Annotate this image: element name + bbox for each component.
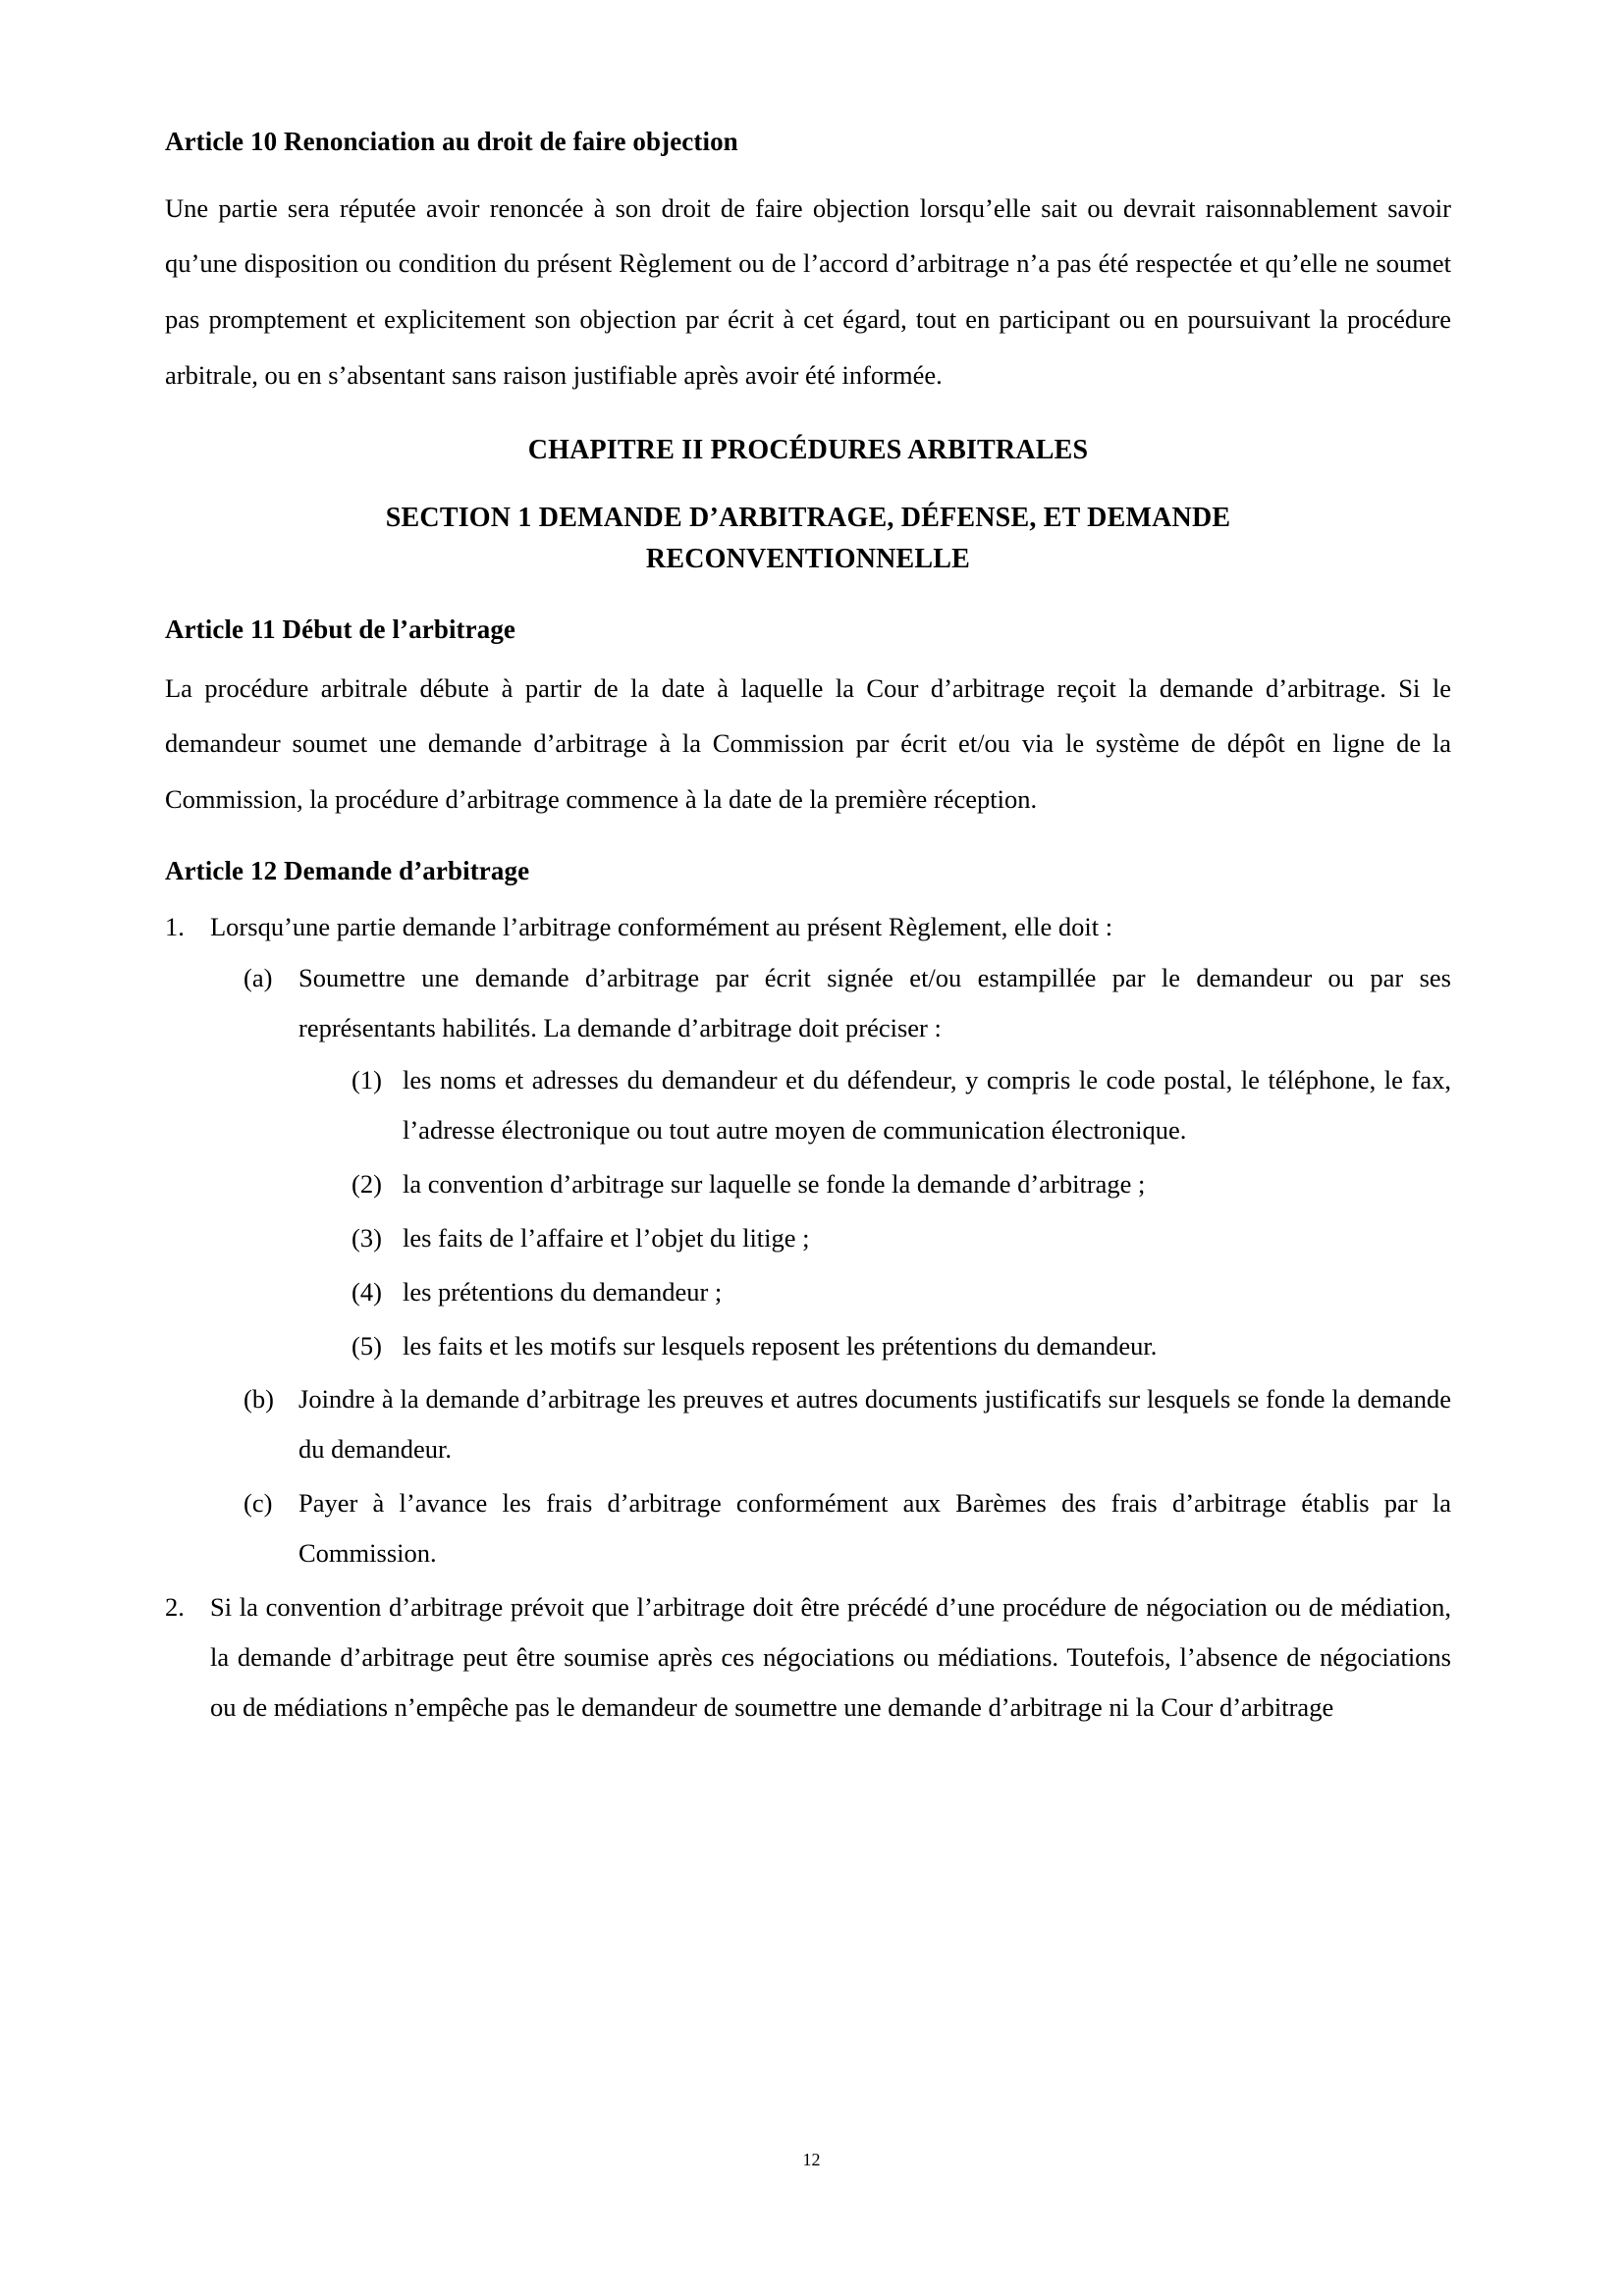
list-item-text: les faits et les motifs sur lesquels reposent les prétentions du demandeur. xyxy=(403,1330,1158,1361)
list-marker: (a) xyxy=(243,963,273,993)
list-item-a-3 xyxy=(352,1213,1451,1263)
list-item-a-4 xyxy=(352,1267,1451,1317)
list-item-text: les prétentions du demandeur ; xyxy=(403,1276,723,1307)
list-marker: 2. xyxy=(165,1591,185,1622)
article-12-sublist xyxy=(210,953,1451,1578)
article-11-body: La procédure arbitrale débute à partir de la date à laquelle la Cour d’arbitrage reçoit la demande d’arbitrage. Si le demandeur soumet une demande d’arbitrage à la Commission par écrit et/ou via le système de dépôt en ligne de la Commission, la procédure d’arbitrage commence à la date de la première réception. xyxy=(165,672,1451,815)
list-item-text: Soumettre une demande d’arbitrage par écrit signée et/ou estampillée par le demandeur ou par ses représentants habilités. La demande d’arbitrage doit préciser : xyxy=(298,963,1451,1043)
list-item-a-1 xyxy=(352,1055,1451,1155)
list-marker: (4) xyxy=(352,1276,382,1307)
article-10-body: Une partie sera réputée avoir renoncée à son droit de faire objection lorsqu’elle sait ou devrait raisonnablement savoir qu’une disposition ou condition du présent Règlement ou de l’accord d’arbitrage n’a pas été respectée et qu’elle ne soumet pas promptement et explicitement son objection par écrit à cet égard, tout en participant ou en poursuivant la procédure arbitrale, ou en s’absentant sans raison justifiable après avoir été informée. xyxy=(165,192,1451,390)
list-item-2 xyxy=(165,1582,1451,1733)
list-item-text: les noms et adresses du demandeur et du défendeur, y compris le code postal, le téléphone, le fax, l’adresse électronique ou tout autre moyen de communication électronique. xyxy=(403,1065,1451,1146)
article-12-list xyxy=(165,902,1451,1733)
list-marker: (1) xyxy=(352,1065,382,1095)
list-marker: (3) xyxy=(352,1222,382,1253)
list-marker: (b) xyxy=(243,1384,274,1415)
list-marker: (5) xyxy=(352,1330,382,1361)
list-item-a xyxy=(243,953,1451,1370)
list-marker: 1. xyxy=(165,911,185,941)
article-12-heading: Article 12 Demande d’arbitrage xyxy=(165,855,530,885)
list-item-text: les faits de l’affaire et l’objet du litige ; xyxy=(403,1222,810,1253)
article-10-heading: Article 10 Renonciation au droit de faire objection xyxy=(165,127,738,156)
list-item-text: Payer à l’avance les frais d’arbitrage conformément aux Barèmes des frais d’arbitrage établis par la Commission. xyxy=(298,1488,1451,1569)
list-marker: (c) xyxy=(243,1488,273,1519)
list-item-text: Joindre à la demande d’arbitrage les preuves et autres documents justificatifs sur lesquels se fonde la demande du demandeur. xyxy=(298,1384,1451,1465)
list-item-1 xyxy=(165,902,1451,1578)
list-item-text: la convention d’arbitrage sur laquelle se fonde la demande d’arbitrage ; xyxy=(403,1168,1146,1199)
list-item-c xyxy=(243,1478,1451,1578)
spacer xyxy=(165,845,1451,855)
article-11-heading: Article 11 Début de l’arbitrage xyxy=(165,614,516,644)
section-heading xyxy=(165,498,1451,580)
page-number: 12 xyxy=(802,2150,821,2169)
section-heading-line-2: RECONVENTIONNELLE xyxy=(645,543,971,574)
chapter-heading: CHAPITRE II PROCÉDURES ARBITRALES xyxy=(527,434,1089,465)
list-marker: (2) xyxy=(352,1168,382,1199)
section-heading-line-1: SECTION 1 DEMANDE D’ARBITRAGE, DÉFENSE, ET DEMANDE xyxy=(385,502,1231,533)
list-item-b xyxy=(243,1374,1451,1474)
list-item-text: Si la convention d’arbitrage prévoit que l’arbitrage doit être précédé d’une procédure de négociation ou de médiation, la demande d’arbitrage peut être soumise après ces négociations ou médiations. Toutefois, l’absence de négociations ou de médiations n’empêche pas le demandeur de soumettre une demande d’arbitrage ni la Cour d’arbitrage xyxy=(210,1591,1451,1722)
list-item-a-2 xyxy=(352,1159,1451,1209)
list-item-text: Lorsqu’une partie demande l’arbitrage conformément au présent Règlement, elle doit : xyxy=(210,911,1113,941)
list-item-a-5 xyxy=(352,1321,1451,1371)
page-content xyxy=(165,126,1451,1733)
article-12-sub-sublist xyxy=(298,1055,1451,1370)
